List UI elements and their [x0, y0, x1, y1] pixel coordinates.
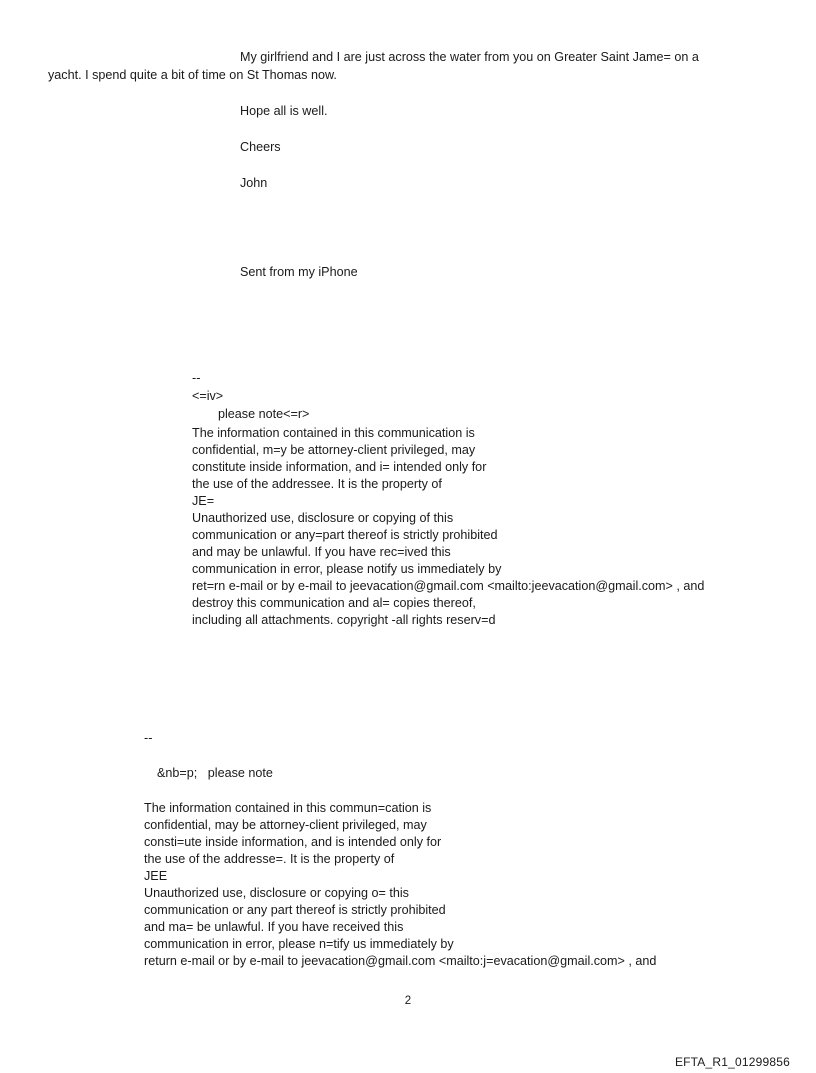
notice1-separator: -- [192, 371, 201, 385]
notice2-line: consti=ute inside information, and is intended only for [144, 835, 442, 849]
notice1-line: destroy this communication and al= copies thereof, [192, 596, 476, 610]
notice2-line: JEE [144, 869, 168, 883]
notice1-line: and may be unlawful. If you have rec=ived this [192, 545, 451, 559]
notice1-line: JE= [192, 494, 215, 508]
message-line-2: yacht. I spend quite a bit of time on St Thomas now. [48, 68, 337, 82]
notice1-line: The information contained in this communication is [192, 426, 475, 440]
notice1-line: confidential, m=y be attorney-client privileged, may [192, 443, 476, 457]
notice1-line: ret=rn e-mail or by e-mail to jeevacation@gmail.com <mailto:jeevacation@gmail.com> , and [192, 579, 705, 593]
notice2-line: and ma= be unlawful. If you have received this [144, 920, 404, 934]
message-cheers: Cheers [240, 140, 281, 154]
page-number: 2 [404, 995, 412, 1007]
notice1-line: communication in error, please notify us immediately by [192, 562, 502, 576]
notice2-please-note: &nb=p; please note [157, 766, 273, 780]
notice2-line: return e-mail or by e-mail to jeevacation@gmail.com <mailto:j=evacation@gmail.com> , and [144, 954, 657, 968]
notice1-line: Unauthorized use, disclosure or copying of this [192, 511, 454, 525]
notice2-line: communication in error, please n=tify us immediately by [144, 937, 454, 951]
notice1-div-tag: <=iv> [192, 389, 224, 403]
notice2-line: Unauthorized use, disclosure or copying o= this [144, 886, 409, 900]
bates-number: EFTA_R1_01299856 [674, 1055, 790, 1069]
notice1-line: the use of the addressee. It is the property of [192, 477, 442, 491]
notice1-please-note: please note<=r> [218, 407, 310, 421]
notice1-line: including all attachments. copyright -all rights reserv=d [192, 613, 496, 627]
message-line-1: My girlfriend and I are just across the water from you on Greater Saint Jame= on a [240, 50, 699, 64]
notice2-line: communication or any part thereof is strictly prohibited [144, 903, 446, 917]
notice2-line: confidential, may be attorney-client privileged, may [144, 818, 427, 832]
notice2-line: The information contained in this commun=cation is [144, 801, 432, 815]
message-hope: Hope all is well. [240, 104, 328, 118]
message-signature: John [240, 176, 268, 190]
notice1-line: constitute inside information, and i= intended only for [192, 460, 487, 474]
notice1-body [192, 425, 704, 629]
notice2-separator: -- [144, 731, 153, 745]
notice1-line: communication or any=part thereof is strictly prohibited [192, 528, 498, 542]
message-sent-from: Sent from my iPhone [240, 265, 358, 279]
notice2-body [144, 800, 656, 970]
notice2-line: the use of the addresse=. It is the property of [144, 852, 395, 866]
